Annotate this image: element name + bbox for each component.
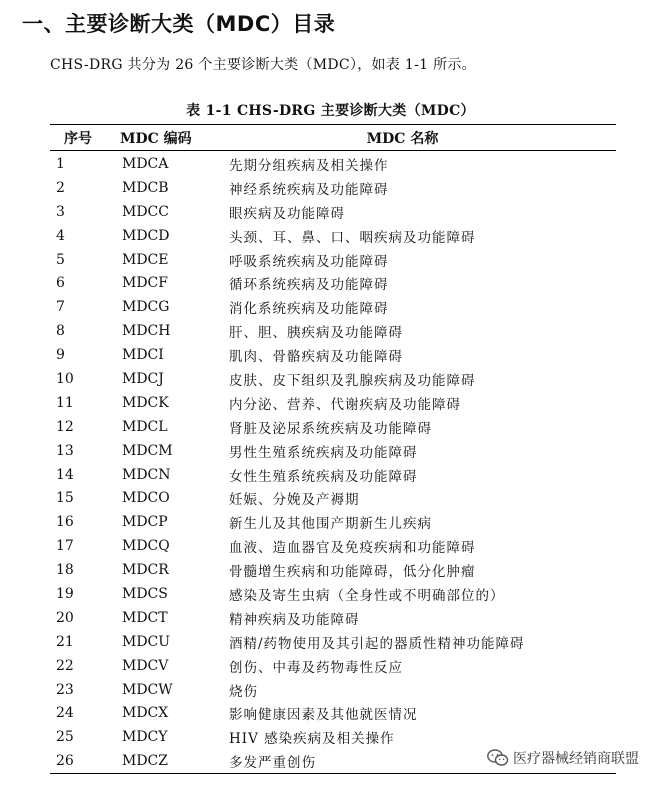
row-serial: 25 xyxy=(56,729,74,746)
mdc-table xyxy=(50,124,616,774)
table-body xyxy=(50,151,616,773)
row-serial: 9 xyxy=(56,347,65,364)
row-code: MDCN xyxy=(122,466,171,483)
row-code: MDCK xyxy=(122,394,169,411)
wechat-icon xyxy=(487,749,509,767)
row-name: 先期分组疾病及相关操作 xyxy=(229,157,389,174)
row-name: 影响健康因素及其他就医情况 xyxy=(229,707,418,724)
table-row xyxy=(50,534,616,558)
row-code: MDCU xyxy=(122,633,171,650)
row-name: 男性生殖系统疾病及功能障碍 xyxy=(229,444,418,461)
row-serial: 13 xyxy=(56,442,74,459)
row-serial: 7 xyxy=(56,299,65,316)
row-serial: 17 xyxy=(56,538,74,555)
row-serial: 5 xyxy=(56,251,65,268)
table-header-row xyxy=(50,125,616,151)
table-row xyxy=(50,391,616,415)
row-name: 消化系统疾病及功能障碍 xyxy=(229,301,389,318)
watermark-text: 医疗器械经销商联盟 xyxy=(513,751,639,767)
table-row xyxy=(50,319,616,343)
row-code: MDCW xyxy=(122,681,173,698)
row-serial: 16 xyxy=(56,514,74,531)
intro-text: CHS-DRG 共分为 26 个主要诊断大类（MDC），如表 1-1 所示。 xyxy=(50,57,476,73)
row-code: MDCM xyxy=(122,442,173,459)
row-code: MDCY xyxy=(122,729,168,746)
table-row xyxy=(50,654,616,678)
row-serial: 15 xyxy=(56,490,74,507)
row-code: MDCQ xyxy=(122,538,170,555)
row-serial: 19 xyxy=(56,585,74,602)
row-serial: 8 xyxy=(56,323,65,340)
table-row xyxy=(50,415,616,439)
table-row xyxy=(50,152,616,176)
table-row xyxy=(50,200,616,224)
row-serial: 18 xyxy=(56,562,74,579)
row-code: MDCL xyxy=(122,418,168,435)
row-serial: 22 xyxy=(56,657,74,674)
row-serial: 3 xyxy=(56,203,65,220)
table-row xyxy=(50,630,616,654)
table-row xyxy=(50,606,616,630)
row-name: 内分泌、营养、代谢疾病及功能障碍 xyxy=(229,396,461,413)
row-code: MDCG xyxy=(122,299,170,316)
row-serial: 2 xyxy=(56,179,65,196)
row-code: MDCZ xyxy=(122,753,168,770)
row-name: HIV 感染疾病及相关操作 xyxy=(229,731,395,748)
watermark xyxy=(483,746,643,770)
table-row xyxy=(50,224,616,248)
row-name: 新生儿及其他围产期新生儿疾病 xyxy=(229,516,432,533)
table-row xyxy=(50,343,616,367)
table-row xyxy=(50,439,616,463)
row-name: 感染及寄生虫病（全身性或不明确部位的） xyxy=(229,587,505,604)
row-code: MDCI xyxy=(122,347,164,364)
row-name: 多发严重创伤 xyxy=(229,755,316,772)
table-row xyxy=(50,295,616,319)
row-serial: 12 xyxy=(56,418,74,435)
row-name: 循环系统疾病及功能障碍 xyxy=(229,277,389,294)
row-name: 酒精/药物使用及其引起的器质性精神功能障碍 xyxy=(229,635,525,652)
header-serial: 序号 xyxy=(64,130,92,147)
row-code: MDCO xyxy=(122,490,170,507)
row-code: MDCD xyxy=(122,227,170,244)
row-code: MDCT xyxy=(122,609,168,626)
header-code: MDC 编码 xyxy=(120,130,192,147)
row-code: MDCP xyxy=(122,514,168,531)
row-name: 神经系统疾病及功能障碍 xyxy=(229,181,389,198)
row-code: MDCB xyxy=(122,179,169,196)
row-code: MDCX xyxy=(122,705,169,722)
row-name: 呼吸系统疾病及功能障碍 xyxy=(229,253,389,270)
row-serial: 24 xyxy=(56,705,74,722)
row-name: 妊娠、分娩及产褥期 xyxy=(229,492,360,509)
row-serial: 11 xyxy=(56,394,74,411)
row-serial: 4 xyxy=(56,227,65,244)
row-code: MDCV xyxy=(122,657,169,674)
row-name: 肝、胆、胰疾病及功能障碍 xyxy=(229,325,403,342)
table-row xyxy=(50,582,616,606)
row-serial: 20 xyxy=(56,609,74,626)
table-row xyxy=(50,558,616,582)
table-row xyxy=(50,678,616,702)
table-row xyxy=(50,176,616,200)
table-row xyxy=(50,701,616,725)
row-serial: 6 xyxy=(56,275,65,292)
row-name: 肾脏及泌尿系统疾病及功能障碍 xyxy=(229,420,432,437)
row-name: 头颈、耳、鼻、口、咽疾病及功能障碍 xyxy=(229,229,476,246)
row-name: 骨髓增生疾病和功能障碍，低分化肿瘤 xyxy=(229,564,476,581)
table-row xyxy=(50,248,616,272)
row-code: MDCJ xyxy=(122,370,164,387)
row-code: MDCC xyxy=(122,203,169,220)
row-code: MDCE xyxy=(122,251,169,268)
row-code: MDCH xyxy=(122,323,171,340)
row-name: 皮肤、皮下组织及乳腺疾病及功能障碍 xyxy=(229,372,476,389)
table-row xyxy=(50,463,616,487)
page-heading: 一、主要诊断大类（MDC）目录 xyxy=(22,12,336,36)
header-name: MDC 名称 xyxy=(366,130,439,147)
row-serial: 21 xyxy=(56,633,74,650)
table-row xyxy=(50,367,616,391)
row-name: 创伤、中毒及药物毒性反应 xyxy=(229,659,403,676)
table-row xyxy=(50,486,616,510)
row-code: MDCA xyxy=(122,155,169,172)
row-serial: 10 xyxy=(56,370,74,387)
row-name: 女性生殖系统疾病及功能障碍 xyxy=(229,468,418,485)
row-serial: 23 xyxy=(56,681,74,698)
row-serial: 26 xyxy=(56,753,74,770)
row-name: 精神疾病及功能障碍 xyxy=(229,611,360,628)
row-code: MDCF xyxy=(122,275,168,292)
table-caption: 表 1-1 CHS-DRG 主要诊断大类（MDC） xyxy=(186,103,475,119)
row-name: 肌肉、骨骼疾病及功能障碍 xyxy=(229,349,403,366)
row-serial: 14 xyxy=(56,466,74,483)
row-name: 血液、造血器官及免疫疾病和功能障碍 xyxy=(229,540,476,557)
row-code: MDCR xyxy=(122,562,169,579)
table-row xyxy=(50,510,616,534)
row-name: 烧伤 xyxy=(229,683,258,700)
row-serial: 1 xyxy=(56,155,65,172)
row-code: MDCS xyxy=(122,585,168,602)
table-row xyxy=(50,271,616,295)
row-name: 眼疾病及功能障碍 xyxy=(229,205,345,222)
